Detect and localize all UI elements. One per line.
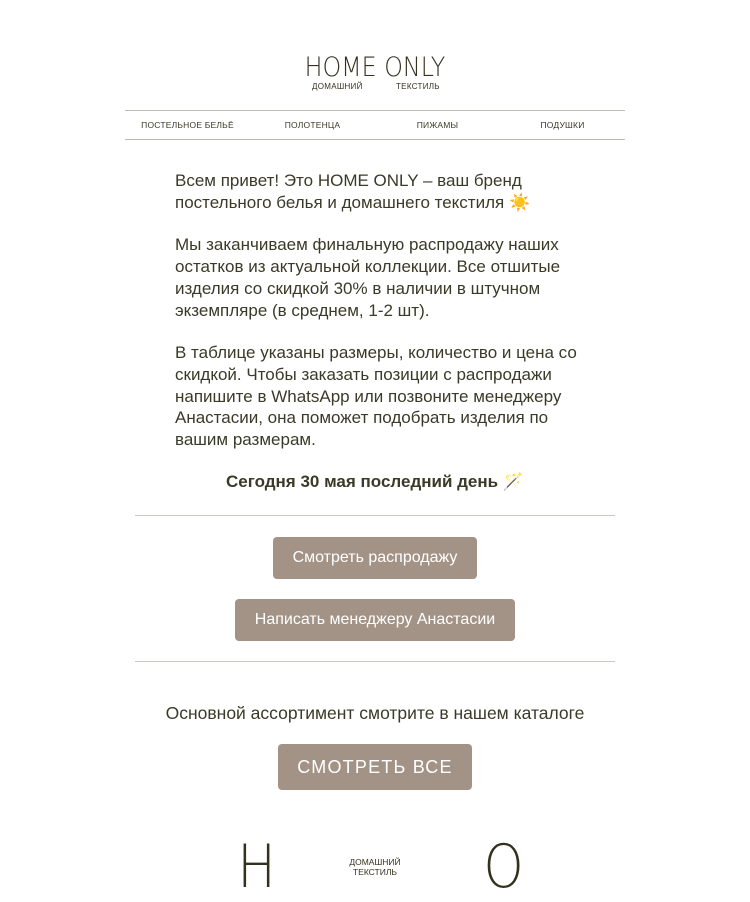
nav-item-pajamas[interactable]: ПИЖАМЫ xyxy=(416,120,459,130)
view-sale-button[interactable]: Смотреть распродажу xyxy=(273,537,477,579)
message-manager-button[interactable]: Написать менеджеру Анастасии xyxy=(235,599,515,641)
last-day-notice: Сегодня 30 мая последний день 🪄 xyxy=(226,472,524,491)
order-paragraph: В таблице указаны размеры, количество и цена со скидкой. Чтобы заказать позиции с распродажи напишите в WhatsApp или позвоните менеджеру Анастасии, она поможет подобрать изделия по вашим размерам. xyxy=(175,343,577,450)
nav-item-pillows[interactable]: ПОДУШКИ xyxy=(540,120,585,130)
logo-sub-left: ДОМАШНИЙ xyxy=(312,82,363,91)
footer-logo-subtitle xyxy=(0,857,750,877)
divider xyxy=(135,661,615,662)
divider xyxy=(135,515,615,516)
brand-logo[interactable] xyxy=(0,52,750,91)
logo-sub-right: ТЕКСТИЛЬ xyxy=(396,82,440,91)
footer-logo-letter-left: Н xyxy=(237,832,276,902)
intro-text xyxy=(175,170,605,472)
view-all-button[interactable]: СМОТРЕТЬ ВСЕ xyxy=(278,744,472,790)
greeting-paragraph: Всем привет! Это HOME ONLY – ваш бренд постельного белья и домашнего текстиля ☀️ xyxy=(175,171,531,212)
nav-item-bedding[interactable]: ПОСТЕЛЬНОЕ БЕЛЬЁ xyxy=(141,120,234,130)
sale-paragraph: Мы заканчиваем финальную распродажу наших остатков из актуальной коллекции. Все отшитые изделия со скидкой 30% в наличии в штучном экземпляре (в среднем, 1-2 шт). xyxy=(175,235,561,320)
logo-title: HOME ONLY xyxy=(304,52,446,83)
footer-sub-line1: ДОМАШНИЙ xyxy=(349,857,401,867)
category-nav xyxy=(125,110,625,140)
footer-sub-line2: ТЕКСТИЛЬ xyxy=(352,867,398,877)
catalog-text: Основной ассортимент смотрите в нашем каталоге xyxy=(165,703,585,723)
nav-item-towels[interactable]: ПОЛОТЕНЦА xyxy=(284,120,341,130)
footer-logo-letter-right: О xyxy=(483,832,524,902)
